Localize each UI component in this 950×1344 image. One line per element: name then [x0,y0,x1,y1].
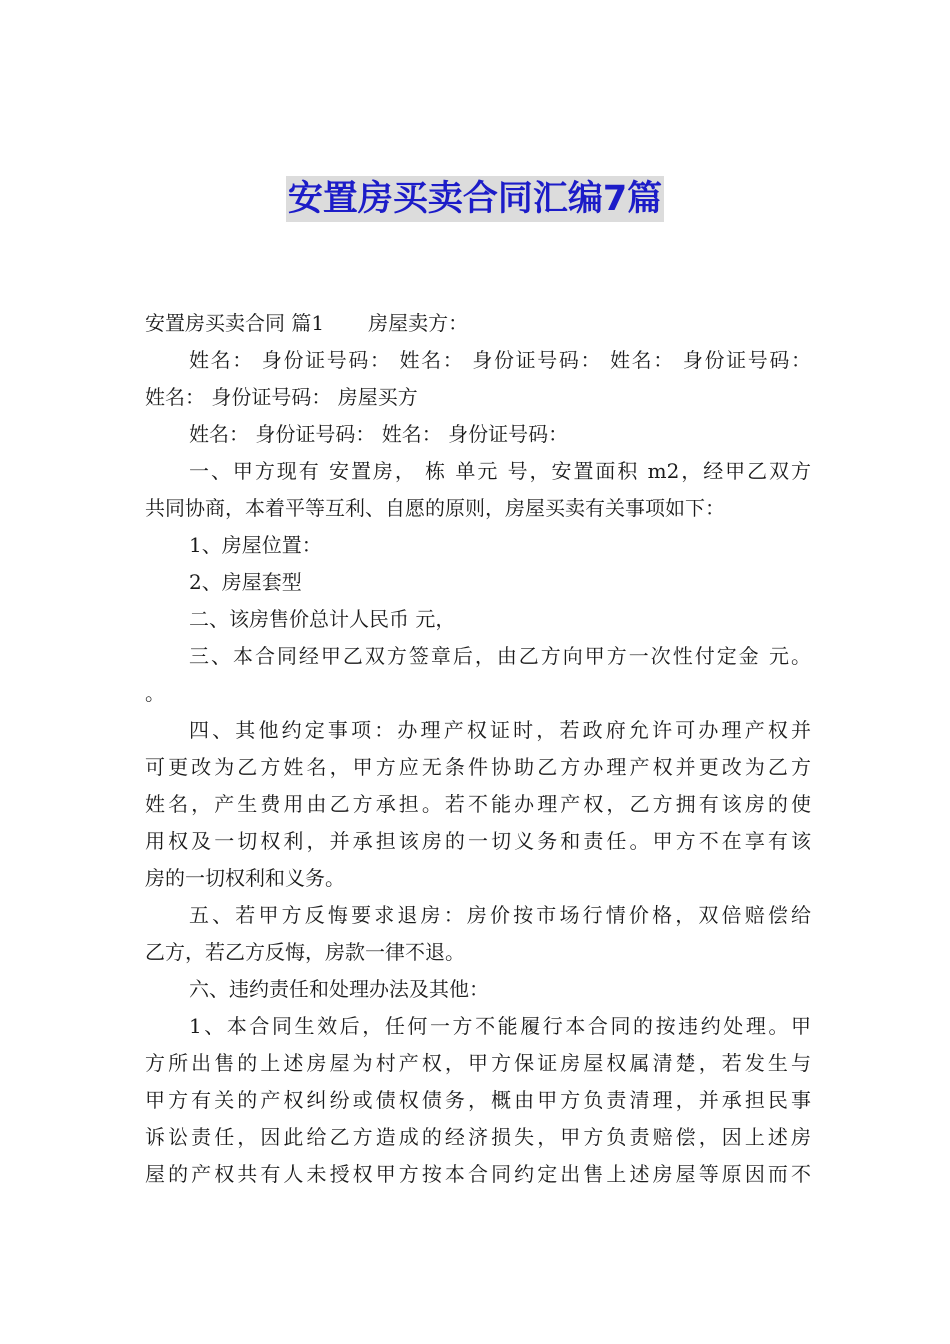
document-title: 安置房买卖合同汇编7篇 [286,176,664,222]
paragraph-line: 三、本合同经甲乙双方签章后，由乙方向甲方一次性付定金 元。 [189,644,811,668]
paragraph-line: 用权及一切权利，并承担该房的一切义务和责任。甲方不在享有该 [145,829,811,853]
paragraph-line: 方所出售的上述房屋为村产权，甲方保证房屋权属清楚，若发生与 [145,1051,811,1075]
paragraph-line: 六、违约责任和处理办法及其他： [189,977,489,1001]
document-body [145,305,811,1193]
paragraph-line: 。 [145,681,165,705]
section-heading: 安置房买卖合同 篇1 [145,311,325,335]
paragraph-line: 屋的产权共有人未授权甲方按本合同约定出售上述房屋等原因而不 [145,1162,811,1186]
paragraph-line: 1、房屋位置： [189,533,322,557]
paragraph-line: 2、房屋套型 [189,570,302,594]
paragraph-line: 姓名： 身份证号码： 姓名： 身份证号码： [189,422,569,446]
paragraph-line: 姓名，产生费用由乙方承担。若不能办理产权，乙方拥有该房的使 [145,792,811,816]
paragraph-line: 甲方有关的产权纠纷或债权债务，概由甲方负责清理，并承担民事 [145,1088,811,1112]
paragraph-line: 可更改为乙方姓名，甲方应无条件协助乙方办理产权并更改为乙方 [145,755,811,779]
paragraph-line: 诉讼责任，因此给乙方造成的经济损失，甲方负责赔偿，因上述房 [145,1125,811,1149]
paragraph-line: 二、该房售价总计人民币 元， [189,607,456,631]
paragraph-line: 一、甲方现有 安置房， 栋 单元 号，安置面积 m2，经甲乙双方 [189,459,811,483]
paragraph-line: 五、若甲方反悔要求退房：房价按市场行情价格，双倍赔偿给 [189,903,811,927]
paragraph-line: 共同协商，本着平等互利、自愿的原则，房屋买卖有关事项如下： [145,496,725,520]
title-container [0,176,950,222]
paragraph-line: 四、其他约定事项：办理产权证时，若政府允许可办理产权并 [189,718,811,742]
paragraph-line: 姓名： 身份证号码： 姓名： 身份证号码： 姓名： 身份证号码： [189,348,811,372]
paragraph-line: 1、本合同生效后，任何一方不能履行本合同的按违约处理。甲 [189,1014,811,1038]
paragraph-line: 姓名： 身份证号码： 房屋买方 [145,385,418,409]
paragraph-line: 乙方，若乙方反悔，房款一律不退。 [145,940,465,964]
section-heading-line [145,305,811,342]
seller-label: 房屋卖方： [368,311,469,335]
paragraph-line: 房的一切权利和义务。 [145,866,345,890]
